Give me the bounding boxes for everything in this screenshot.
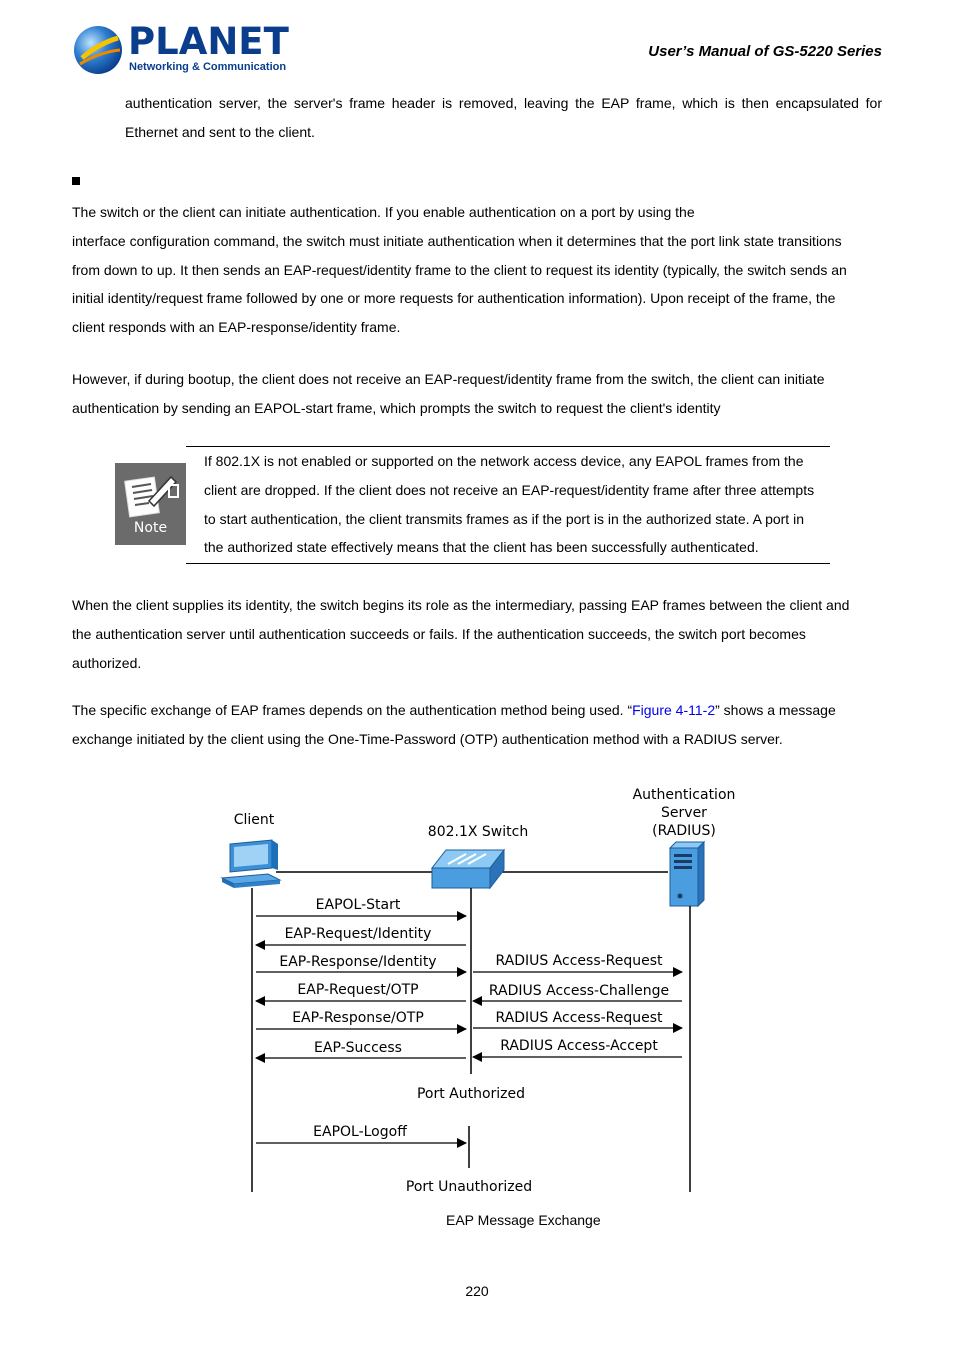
brand-name: PLANET: [128, 20, 289, 63]
port-authorized-label: Port Authorized: [416, 1086, 526, 1102]
message-label: EAP-Response/OTP: [292, 1010, 424, 1026]
client-label: Client: [233, 812, 275, 828]
text-line: [72, 696, 882, 725]
note-label: Note: [133, 520, 168, 536]
server-icon: [670, 842, 704, 906]
message-label: EAP-Request/OTP: [297, 982, 419, 998]
text-line: interface configuration command, the switch must initiate authentication when it determines that the port link state transitions: [72, 232, 842, 249]
server-label-line: Authentication: [632, 787, 736, 803]
note-box: [186, 446, 830, 564]
message-label: RADIUS Access-Accept: [500, 1038, 658, 1054]
paragraph-bootup: [72, 365, 882, 423]
text-before-link: The specific exchange of EAP frames depends on the authentication method being used. “: [72, 702, 633, 718]
message-label: RADIUS Access-Request: [495, 953, 663, 969]
message-label: RADIUS Access-Request: [495, 1010, 663, 1026]
paragraph-continuation: authentication server, the server's frame header is removed, leaving the EAP frame, which is then encapsulated for Ethernet and sent to the client.: [125, 95, 882, 140]
text-line: the authentication server until authentication succeeds or fails. If the authentication succeeds, the switch port becomes: [72, 625, 806, 642]
paragraph-intermediary: [72, 591, 882, 677]
client-pc-icon: [222, 840, 280, 888]
text-line: authorized.: [72, 654, 142, 671]
switch-icon: [432, 850, 504, 888]
note-icon: [115, 463, 186, 545]
paragraph-initiation: [72, 198, 882, 342]
text-line: authentication by sending an EAPOL-start frame, which prompts the switch to request the client's identity: [72, 399, 721, 416]
text-line: If 802.1X is not enabled or supported on the network access device, any EAPOL frames from the: [204, 453, 804, 469]
manual-title: User’s Manual of GS-5220 Series: [648, 43, 882, 60]
server-label-line: Server: [661, 805, 707, 821]
switch-label: 802.1X Switch: [427, 824, 529, 840]
message-label: EAP-Request/Identity: [284, 926, 432, 942]
text-line: the authorized state effectively means that the client has been successfully authenticated.: [204, 539, 759, 556]
message-label: EAP-Success: [314, 1040, 402, 1056]
text-after-link: ” shows a message: [715, 702, 836, 718]
bullet-marker: [72, 177, 80, 185]
page-number: 220: [465, 1283, 489, 1299]
brand-tagline: Networking & Communication: [129, 61, 287, 73]
figure-link[interactable]: Figure 4-11-2: [632, 702, 716, 718]
message-label: RADIUS Access-Challenge: [488, 983, 670, 999]
message-label: EAPOL-Start: [315, 897, 401, 913]
note-text: [204, 447, 830, 562]
text-line: client responds with an EAP-response/identity frame.: [72, 319, 401, 336]
text-line: When the client supplies its identity, the switch begins its role as the intermediary, passing EAP frames between the client and: [72, 597, 850, 613]
text-line: initial identity/request frame followed by one or more requests for authentication information). Upon receipt of the frame, the: [72, 290, 836, 307]
text-line: The switch or the client can initiate authentication. If you enable authentication on a port by using the: [72, 204, 695, 220]
notepad-pen-icon: [115, 463, 186, 523]
paragraph-figure-ref: [72, 696, 882, 754]
text-line: to start authentication, the client transmits frames as if the port is in the authorized state. A port in: [204, 510, 804, 527]
server-label-line: (RADIUS): [652, 823, 716, 839]
eap-sequence-diagram: [210, 780, 750, 1200]
planet-logo: [72, 20, 289, 78]
text-line: However, if during bootup, the client does not receive an EAP-request/identity frame from the switch, the client can initiate: [72, 371, 825, 387]
message-label: EAP-Response/Identity: [279, 954, 437, 970]
figure-caption: EAP Message Exchange: [446, 1212, 601, 1228]
globe-icon: [72, 24, 124, 76]
text-line: exchange initiated by the client using the One-Time-Password (OTP) authentication method with a RADIUS server.: [72, 730, 783, 747]
text-line: client are dropped. If the client does not receive an EAP-request/identity frame after three attempts: [204, 481, 815, 498]
port-unauthorized-label: Port Unauthorized: [405, 1179, 533, 1195]
message-label: EAPOL-Logoff: [313, 1124, 407, 1140]
text-line: from down to up. It then sends an EAP-request/identity frame to the client to request its identity (typically, the switch sends an: [72, 261, 847, 278]
